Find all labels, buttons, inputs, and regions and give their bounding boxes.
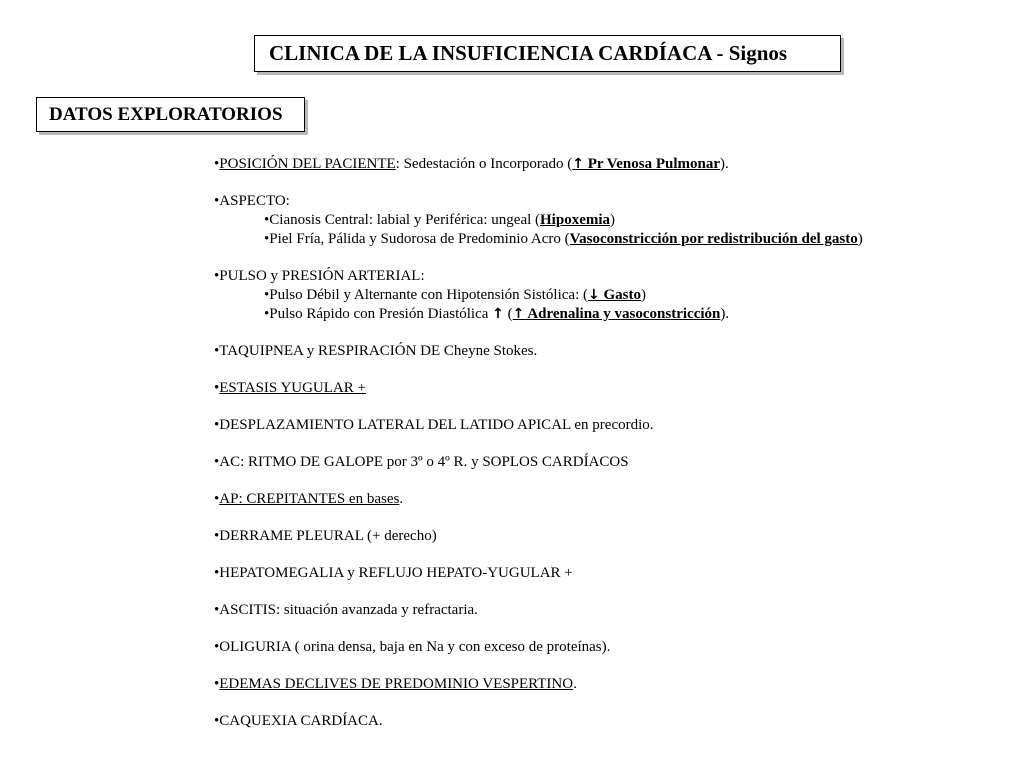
item-edemas-text: EDEMAS DECLIVES DE PREDOMINIO VESPERTINO — [219, 676, 574, 692]
item-taquipnea — [214, 342, 1004, 361]
bullet: • — [214, 193, 220, 209]
item-estasis — [214, 379, 1004, 398]
item-aspecto-sub2-text: Piel Fría, Pálida y Sudorosa de Predominio Acro ( — [269, 231, 570, 247]
item-estasis-text: ESTASIS YUGULAR + — [219, 380, 366, 396]
item-oliguria — [214, 638, 1004, 657]
item-aspecto-sub1 — [214, 211, 1004, 230]
item-derrame-text: DERRAME PLEURAL (+ derecho) — [219, 528, 437, 544]
bullet: • — [264, 212, 270, 228]
item-pulso-sub1 — [214, 286, 1004, 305]
item-pulso-sub2-text: Pulso Rápido con Presión Diastólica — [269, 306, 493, 322]
item-ascitis-text: ASCITIS: situación avanzada y refractaria. — [219, 602, 478, 618]
item-edemas-end: . — [573, 676, 577, 692]
item-aspecto — [214, 192, 1004, 249]
item-posicion — [214, 155, 1004, 174]
item-ac-text: AC: RITMO DE GALOPE por 3º o 4º R. y SOPLOS CARDÍACOS — [219, 454, 629, 470]
bullet: • — [214, 343, 220, 359]
bullet: • — [214, 417, 220, 433]
up-arrow-icon: ↑ — [492, 306, 504, 322]
item-posicion-label: POSICIÓN DEL PACIENTE — [219, 156, 396, 172]
bullet: • — [214, 268, 220, 284]
item-posicion-emph: Pr Venosa Pulmonar — [584, 156, 721, 172]
item-desplazamiento-text: DESPLAZAMIENTO LATERAL DEL LATIDO APICAL en precordio. — [219, 417, 654, 433]
section-header-text: DATOS EXPLORATORIOS — [49, 103, 283, 125]
bullet: • — [214, 602, 220, 618]
item-pulso-label: PULSO y PRESIÓN ARTERIAL: — [219, 268, 425, 284]
bullet: • — [214, 676, 220, 692]
item-aspecto-sub1-end: ) — [610, 212, 616, 228]
bullet: • — [214, 528, 220, 544]
item-pulso-sub1-emph: Gasto — [599, 287, 641, 303]
item-desplazamiento — [214, 416, 1004, 435]
bullet: • — [264, 306, 270, 322]
item-posicion-end: ). — [720, 156, 729, 172]
slide-title — [254, 35, 841, 72]
item-aspecto-sub2-emph: Vasoconstricción por redistribución del gasto — [569, 231, 858, 247]
item-ap-end: . — [399, 491, 404, 507]
bullet: • — [214, 565, 220, 581]
item-ap-text: AP: CREPITANTES en bases — [219, 491, 400, 507]
item-ac — [214, 453, 1004, 472]
item-pulso-sub2-emph: Adrenalina y vasoconstricción — [524, 306, 721, 322]
item-aspecto-sub2 — [214, 230, 1004, 249]
item-aspecto-sub1-text: Cianosis Central: labial y Periférica: ungeal ( — [269, 212, 541, 228]
item-pulso-sub2 — [214, 305, 1004, 324]
signs-list — [214, 155, 1004, 731]
item-caquexia — [214, 712, 1004, 731]
bullet: • — [264, 287, 270, 303]
item-caquexia-text: CAQUEXIA CARDÍACA. — [219, 713, 383, 729]
bullet: • — [214, 639, 220, 655]
item-hepatomegalia-text: HEPATOMEGALIA y REFLUJO HEPATO-YUGULAR + — [219, 565, 573, 581]
item-oliguria-text: OLIGURIA ( orina densa, baja en Na y con exceso de proteínas). — [219, 639, 611, 655]
bullet: • — [214, 491, 220, 507]
bullet: • — [264, 231, 270, 247]
item-edemas — [214, 675, 1004, 694]
item-aspecto-sub2-end: ) — [857, 231, 863, 247]
slide-title-text: CLINICA DE LA INSUFICIENCIA CARDÍACA - Signos — [269, 41, 788, 65]
item-aspecto-sub1-emph: Hipoxemia — [540, 212, 611, 228]
item-ascitis — [214, 601, 1004, 620]
item-pulso-sub1-end: ) — [640, 287, 646, 303]
section-header — [36, 97, 305, 132]
item-derrame — [214, 527, 1004, 546]
item-pulso-sub2-mid: ( — [503, 306, 513, 322]
item-pulso-sub1-text: Pulso Débil y Alternante con Hipotensión Sistólica: ( — [269, 287, 588, 303]
item-aspecto-label: ASPECTO: — [219, 193, 290, 209]
up-arrow-icon: ↑ — [572, 156, 585, 172]
bullet: • — [214, 454, 220, 470]
up-arrow-icon: ↑ — [512, 306, 525, 322]
item-posicion-text: : Sedestación o Incorporado ( — [395, 156, 573, 172]
item-pulso — [214, 267, 1004, 324]
item-pulso-sub2-end: ). — [720, 306, 730, 322]
bullet: • — [214, 380, 220, 396]
item-taquipnea-text: TAQUIPNEA y RESPIRACIÓN DE Cheyne Stokes. — [219, 343, 538, 359]
bullet: • — [214, 713, 220, 729]
bullet: • — [214, 156, 220, 172]
item-hepatomegalia — [214, 564, 1004, 583]
item-ap — [214, 490, 1004, 509]
down-arrow-icon: ↓ — [587, 287, 600, 303]
